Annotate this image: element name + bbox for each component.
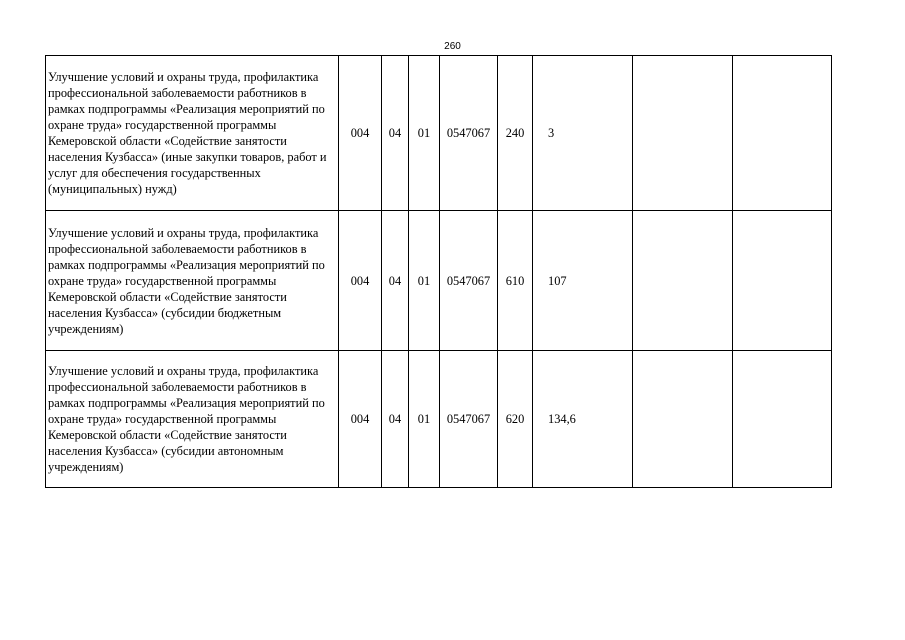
row-ministry-code: 004	[339, 56, 382, 211]
row-subsection-code: 01	[409, 56, 440, 211]
row-section-code: 04	[382, 211, 409, 351]
row-target-article: 0547067	[440, 211, 498, 351]
row-section-code: 04	[382, 351, 409, 488]
row-description: Улучшение условий и охраны труда, профилактика профессиональной заболеваемости работников в рамках подпрограммы «Реализация мероприятий по охране труда» государственной программы Кемеровской области «Содействие занятости населения Кузбасса» (иные закупки товаров, работ и услуг для обеспечения государственных (муниципальных) нужд)	[46, 56, 339, 211]
table-row	[46, 351, 832, 488]
row-section-code: 04	[382, 56, 409, 211]
row-amount: 3	[533, 56, 633, 211]
table-row	[46, 211, 832, 351]
page-number: 260	[444, 41, 461, 52]
row-amount: 134,6	[533, 351, 633, 488]
row-description: Улучшение условий и охраны труда, профилактика профессиональной заболеваемости работников в рамках подпрограммы «Реализация мероприятий по охране труда» государственной программы Кемеровской области «Содействие занятости населения Кузбасса» (субсидии автономным учреждениям)	[46, 351, 339, 488]
row-amount: 107	[533, 211, 633, 351]
table-row	[46, 56, 832, 211]
row-empty-cell	[733, 56, 832, 211]
row-empty-cell	[733, 211, 832, 351]
row-empty-cell	[633, 351, 733, 488]
row-empty-cell	[633, 211, 733, 351]
row-expense-type: 240	[498, 56, 533, 211]
row-empty-cell	[633, 56, 733, 211]
row-expense-type: 610	[498, 211, 533, 351]
row-expense-type: 620	[498, 351, 533, 488]
row-target-article: 0547067	[440, 56, 498, 211]
budget-table	[45, 55, 832, 488]
row-ministry-code: 004	[339, 351, 382, 488]
row-subsection-code: 01	[409, 211, 440, 351]
row-subsection-code: 01	[409, 351, 440, 488]
row-empty-cell	[733, 351, 832, 488]
row-target-article: 0547067	[440, 351, 498, 488]
row-description: Улучшение условий и охраны труда, профилактика профессиональной заболеваемости работников в рамках подпрограммы «Реализация мероприятий по охране труда» государственной программы Кемеровской области «Содействие занятости населения Кузбасса» (субсидии бюджетным учреждениям)	[46, 211, 339, 351]
row-ministry-code: 004	[339, 211, 382, 351]
